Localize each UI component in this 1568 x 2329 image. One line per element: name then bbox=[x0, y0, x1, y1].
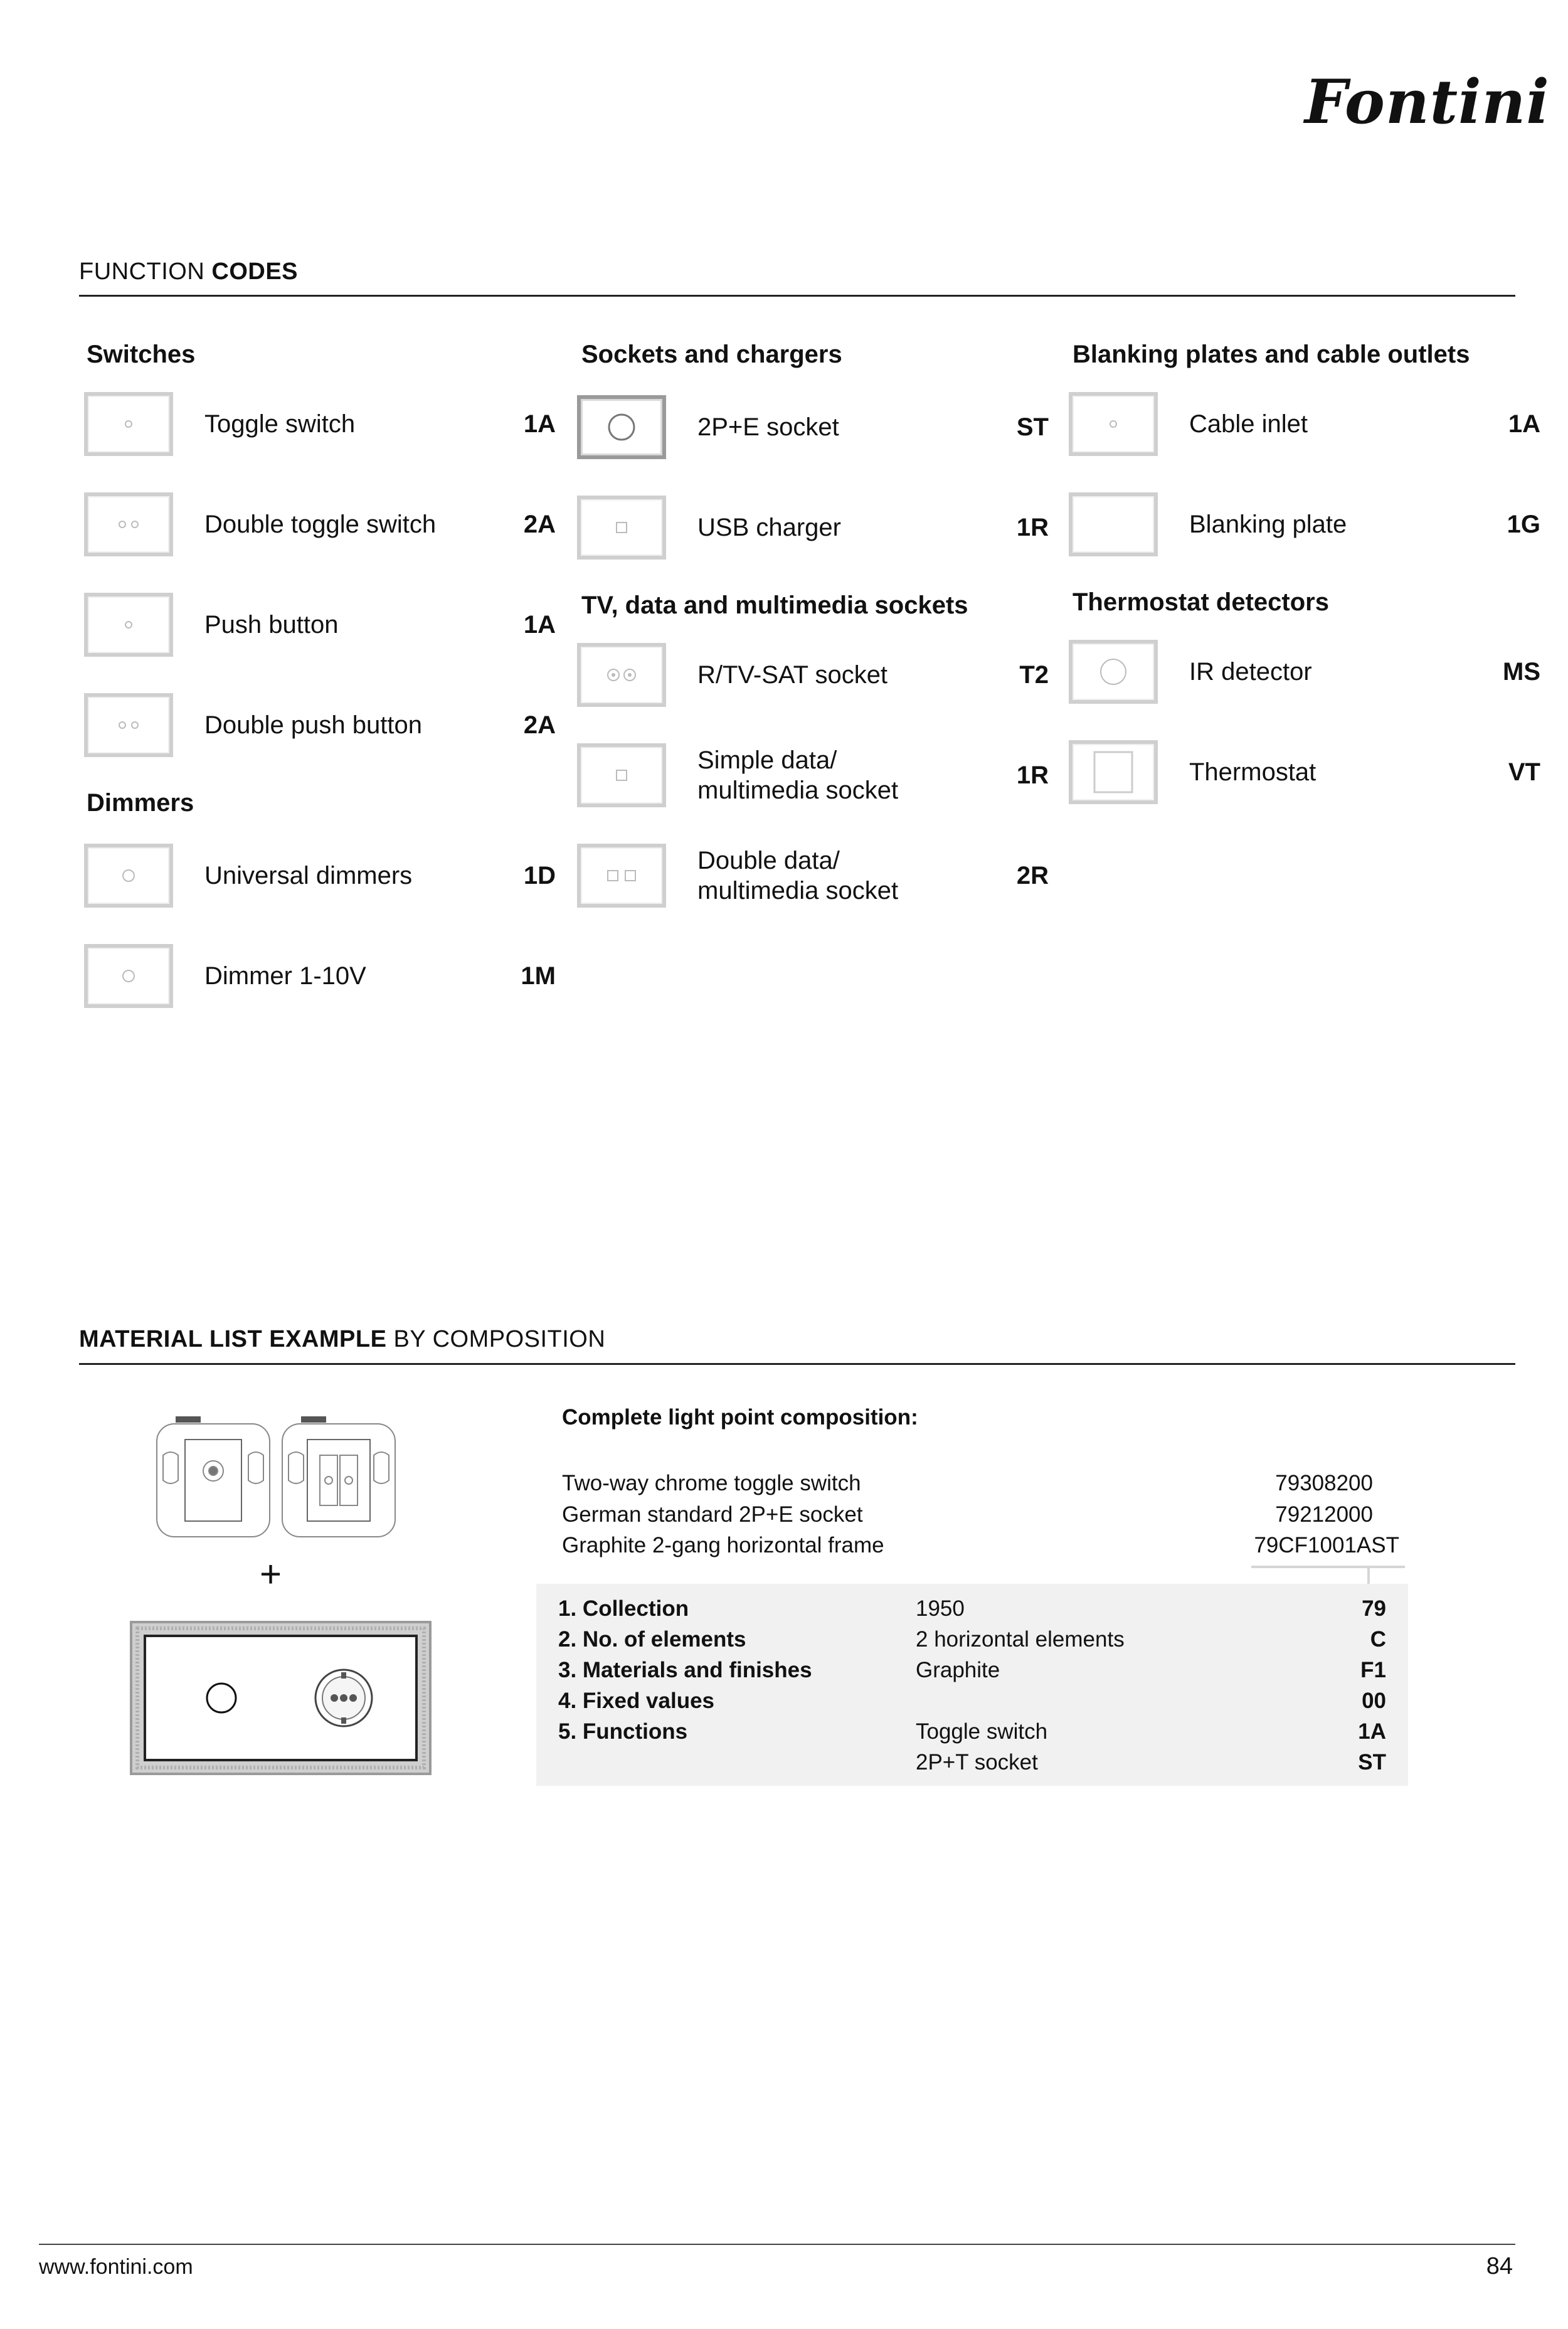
composition-item-ref: 79308200 bbox=[1275, 1471, 1373, 1495]
single-dot-plate-icon bbox=[84, 392, 173, 456]
function-code: 2R bbox=[1016, 861, 1049, 889]
function-label: R/TV-SAT socket bbox=[697, 661, 888, 689]
function-item-ir-detector bbox=[1064, 640, 1540, 709]
mechanisms-drawing bbox=[151, 1411, 408, 1543]
function-item-push-button bbox=[79, 593, 556, 662]
breakdown-code: ST bbox=[1358, 1750, 1386, 1775]
category-heading-thermostat: Thermostat detectors bbox=[1073, 588, 1329, 616]
material-list-title-bold: MATERIAL LIST EXAMPLE bbox=[79, 1326, 387, 1352]
function-label: Blanking plate bbox=[1189, 511, 1347, 538]
section-divider bbox=[79, 295, 1515, 297]
function-code: 1R bbox=[1016, 761, 1049, 789]
function-code: VT bbox=[1508, 758, 1540, 786]
breakdown-code: 1A bbox=[1358, 1719, 1386, 1744]
function-code: 1A bbox=[523, 410, 556, 438]
small-circle-plate-icon bbox=[84, 944, 173, 1008]
function-item-double-toggle-switch bbox=[79, 492, 556, 561]
function-label: IR detector bbox=[1189, 658, 1312, 686]
single-dot-plate-icon bbox=[84, 593, 173, 657]
function-code: 1D bbox=[523, 861, 556, 889]
category-heading-switches: Switches bbox=[87, 341, 196, 368]
function-code: 1M bbox=[521, 962, 556, 990]
function-codes-title bbox=[79, 256, 298, 287]
breakdown-row bbox=[558, 1624, 1386, 1655]
breakdown-value: 2P+T socket bbox=[916, 1750, 1038, 1775]
square-port-plate-icon bbox=[577, 743, 666, 807]
function-code: 1R bbox=[1016, 513, 1049, 541]
composition-item-ref: 79212000 bbox=[1275, 1502, 1373, 1527]
double-square-port-plate-icon bbox=[577, 844, 666, 908]
function-label: Simple data/ multimedia socket bbox=[697, 746, 899, 804]
function-code: T2 bbox=[1019, 661, 1049, 689]
function-item-usb-charger bbox=[572, 496, 1049, 565]
ir-detector-plate-icon bbox=[1069, 640, 1158, 704]
function-codes-title-light: FUNCTION bbox=[79, 258, 205, 285]
composition-item-name: Two-way chrome toggle switch bbox=[562, 1471, 861, 1495]
function-codes-title-bold: CODES bbox=[211, 258, 299, 285]
function-code: 1A bbox=[1508, 410, 1540, 438]
frame-drawing bbox=[129, 1620, 433, 1776]
small-circle-plate-icon bbox=[84, 844, 173, 908]
function-label: Dimmer 1-10V bbox=[204, 962, 366, 990]
composition-line bbox=[562, 1468, 1399, 1499]
reference-bracket-stem bbox=[1367, 1566, 1370, 1584]
function-code: 2A bbox=[523, 711, 556, 739]
function-item-dimmer-1-10v bbox=[79, 944, 556, 1013]
double-dot-plate-icon bbox=[84, 492, 173, 556]
function-label: 2P+E socket bbox=[697, 413, 839, 441]
breakdown-label: 1. Collection bbox=[558, 1596, 689, 1621]
composition-heading: Complete light point composition: bbox=[562, 1405, 918, 1430]
footer-website-link[interactable]: www.fontini.com bbox=[39, 2255, 193, 2279]
breakdown-value: 1950 bbox=[916, 1596, 965, 1621]
function-item-toggle-switch bbox=[79, 392, 556, 461]
function-label: Universal dimmers bbox=[204, 862, 413, 889]
blank-plate-icon bbox=[1069, 492, 1158, 556]
breakdown-row bbox=[558, 1716, 1386, 1747]
breakdown-label: 5. Functions bbox=[558, 1719, 688, 1744]
function-label: Thermostat bbox=[1189, 758, 1316, 786]
function-code: 2A bbox=[523, 510, 556, 538]
breakdown-code: 00 bbox=[1362, 1689, 1386, 1713]
composition-item-name: German standard 2P+E socket bbox=[562, 1502, 863, 1527]
category-heading-sockets: Sockets and chargers bbox=[581, 341, 842, 368]
code-breakdown-panel bbox=[536, 1584, 1408, 1786]
single-dot-plate-icon bbox=[1069, 392, 1158, 456]
page-number: 84 bbox=[1486, 2253, 1513, 2279]
material-list-title bbox=[79, 1324, 605, 1355]
function-label: Double data/ multimedia socket bbox=[697, 847, 899, 905]
function-label: Cable inlet bbox=[1189, 410, 1308, 438]
function-item-cable-inlet bbox=[1064, 392, 1540, 461]
function-item-thermostat bbox=[1064, 740, 1540, 809]
composition-item-name: Graphite 2-gang horizontal frame bbox=[562, 1533, 884, 1557]
plus-sign: + bbox=[260, 1553, 282, 1595]
breakdown-row bbox=[558, 1655, 1386, 1685]
composition-line bbox=[562, 1530, 1399, 1561]
square-port-plate-icon bbox=[577, 496, 666, 560]
function-label: Push button bbox=[204, 611, 339, 639]
category-heading-blanking: Blanking plates and cable outlets bbox=[1073, 341, 1470, 368]
breakdown-value: Graphite bbox=[916, 1658, 1000, 1682]
breakdown-code: F1 bbox=[1360, 1658, 1386, 1682]
composition-line bbox=[562, 1499, 1399, 1531]
function-item-blanking-plate bbox=[1064, 492, 1540, 561]
function-label: Toggle switch bbox=[204, 410, 356, 438]
breakdown-code: 79 bbox=[1362, 1596, 1386, 1621]
function-label: Double toggle switch bbox=[204, 511, 437, 538]
material-list-title-light: BY COMPOSITION bbox=[393, 1326, 606, 1352]
function-code: 1G bbox=[1507, 510, 1540, 538]
brand-logo: Fontini bbox=[1305, 66, 1550, 137]
breakdown-value: 2 horizontal elements bbox=[916, 1627, 1125, 1652]
socket-plate-icon bbox=[577, 395, 666, 459]
breakdown-row bbox=[558, 1593, 1386, 1624]
function-item-universal-dimmers bbox=[79, 844, 556, 913]
breakdown-value: Toggle switch bbox=[916, 1719, 1048, 1744]
function-code: MS bbox=[1503, 657, 1540, 686]
breakdown-label: 4. Fixed values bbox=[558, 1689, 715, 1713]
reference-bracket bbox=[1251, 1566, 1405, 1568]
function-item-simple-data-socket bbox=[572, 743, 1049, 812]
footer-divider bbox=[39, 2244, 1515, 2245]
double-dot-plate-icon bbox=[84, 693, 173, 757]
composition-item-ref: 79CF1001AST bbox=[1254, 1533, 1399, 1557]
category-heading-dimmers: Dimmers bbox=[87, 789, 194, 817]
function-item-double-push-button bbox=[79, 693, 556, 762]
thermostat-plate-icon bbox=[1069, 740, 1158, 804]
tv-sat-plate-icon bbox=[577, 643, 666, 707]
function-label: USB charger bbox=[697, 514, 841, 541]
category-heading-tv-data: TV, data and multimedia sockets bbox=[581, 592, 968, 619]
function-item-2pe-socket bbox=[572, 395, 1049, 464]
function-code: ST bbox=[1016, 413, 1049, 441]
function-item-rtv-sat-socket bbox=[572, 643, 1049, 712]
breakdown-label: 2. No. of elements bbox=[558, 1627, 746, 1652]
function-item-double-data-socket bbox=[572, 844, 1049, 913]
breakdown-code: C bbox=[1370, 1627, 1386, 1652]
breakdown-row bbox=[558, 1747, 1386, 1778]
breakdown-row bbox=[558, 1685, 1386, 1716]
section-divider bbox=[79, 1363, 1515, 1365]
function-label: Double push button bbox=[204, 711, 422, 739]
function-code: 1A bbox=[523, 610, 556, 639]
breakdown-label: 3. Materials and finishes bbox=[558, 1658, 812, 1682]
